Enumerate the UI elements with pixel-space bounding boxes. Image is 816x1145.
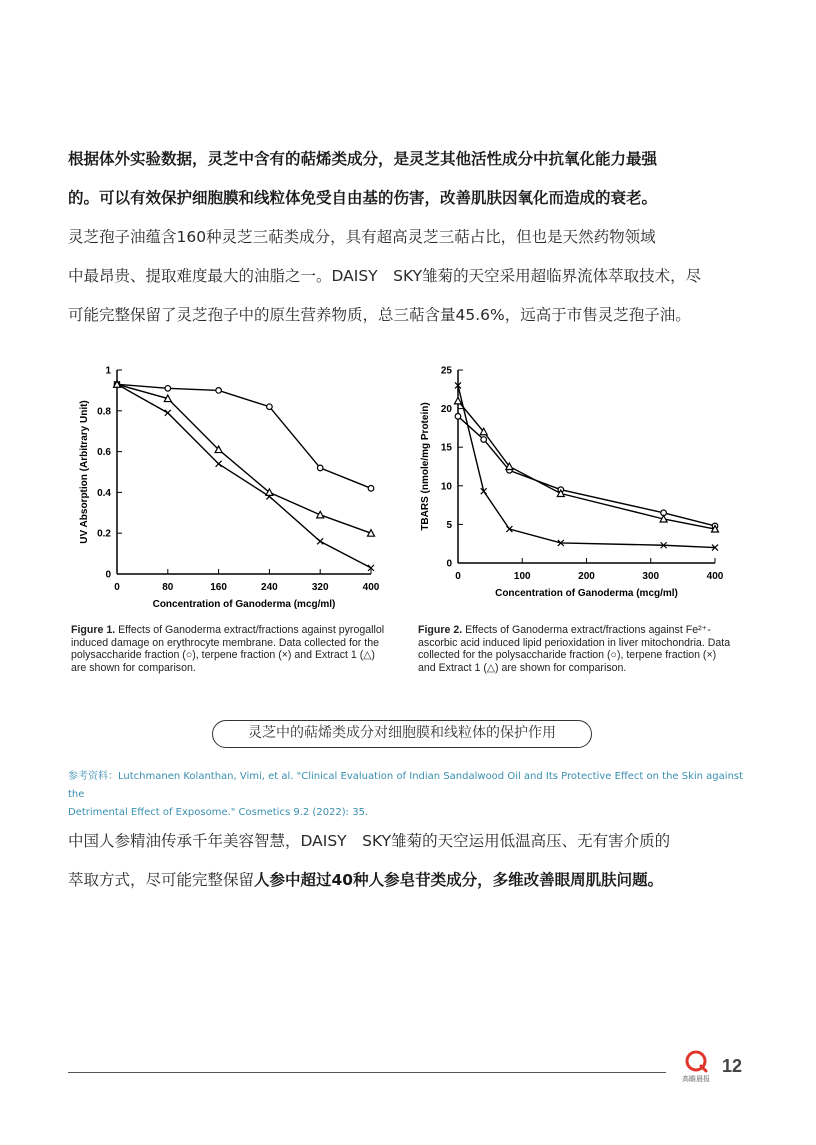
data-point-circle — [216, 388, 222, 394]
data-point-cross — [216, 461, 222, 467]
data-point-cross — [165, 410, 171, 416]
y-tick-label: 0 — [105, 569, 111, 581]
reference-line: Detrimental Effect of Exposome." Cosmetics 9.2 (2022): 35. — [68, 807, 369, 818]
figure-2-plot — [412, 358, 742, 618]
paragraph-line: 中国人参精油传承千年美容智慧，DAISY SKY雏菊的天空运用低温高压、无有害介质的 — [68, 832, 671, 850]
x-tick-label: 0 — [455, 571, 461, 582]
data-point-triangle — [317, 511, 324, 517]
y-tick-label: 0.4 — [97, 487, 111, 499]
x-tick-label: 0 — [114, 582, 120, 593]
logo-icon — [676, 1050, 716, 1084]
figure-1-caption-text: Effects of Ganoderma extract/fractions against pyrogallol induced damage on erythrocyte membrane. Data collected for the polysaccharide fraction (○), terpene fraction (×) and Extract 1 (△) are shown for comparison. — [71, 624, 385, 674]
x-tick-label: 100 — [513, 571, 531, 582]
data-point-cross — [317, 538, 323, 544]
paragraph-text-bold: 人参中超过40种人参皂苷类成分，多维改善眼周肌肤问题。 — [254, 871, 664, 889]
figure-2-caption-text: Effects of Ganoderma extract/fractions against Fe²⁺-ascorbic acid induced lipid perioxidation in liver mitochondria. Data collected for the polysaccharide fraction (○), terpene fraction (×) and Extract 1 (△) are shown for comparison. — [418, 624, 731, 674]
y-tick-label: 5 — [446, 519, 452, 531]
reference-note — [68, 768, 758, 822]
logo-text: 高瞻晨报 — [682, 1076, 710, 1083]
series-line-cross — [117, 384, 371, 568]
y-tick-label: 0 — [446, 558, 452, 570]
x-tick-label: 400 — [706, 571, 724, 582]
paragraph-line: 灵芝孢子油蕴含160种灵芝三萜类成分，具有超高灵芝三萜占比，但也是天然药物领域 — [68, 228, 656, 246]
x-tick-label: 400 — [362, 582, 380, 593]
figure-1-chart — [62, 358, 402, 618]
y-tick-label: 0.8 — [97, 406, 111, 418]
y-axis-label: TBARS (nmole/mg Protein) — [420, 402, 431, 531]
paragraph-line: 根据体外实验数据，灵芝中含有的萜烯类成分，是灵芝其他活性成分中抗氧化能力最强 — [68, 150, 658, 168]
x-tick-label: 320 — [311, 582, 329, 593]
paragraph-ganoderma-antioxidant — [68, 140, 750, 218]
y-tick-label: 1 — [105, 365, 111, 377]
data-point-circle — [317, 465, 323, 471]
series-line-circle — [117, 384, 371, 488]
figure-2-chart — [412, 358, 742, 618]
paragraph-spore-oil — [68, 218, 750, 335]
caption-pill: 灵芝中的萜烯类成分对细胞膜和线粒体的保护作用 — [212, 720, 592, 748]
publisher-logo — [676, 1050, 716, 1084]
x-tick-label: 300 — [642, 571, 660, 582]
data-point-circle — [481, 437, 487, 443]
series-line-cross — [458, 385, 715, 547]
x-tick-label: 200 — [578, 571, 595, 582]
data-point-circle — [368, 486, 374, 492]
x-axis-label: Concentration of Ganoderma (mcg/ml) — [495, 588, 678, 599]
y-axis-label: UV Absorption (Arbitrary Unit) — [79, 400, 90, 544]
data-point-circle — [455, 414, 461, 420]
reference-line: 参考资料：Lutchmanen Kolanthan, Vimi, et al. "Clinical Evaluation of Indian Sandalwood Oil and Its Protective Effect on the Skin against the — [68, 771, 744, 800]
series-line-triangle — [117, 384, 371, 533]
figure-2-caption — [418, 624, 734, 674]
paragraph-line: 可能完整保留了灵芝孢子中的原生营养物质，总三萜含量45.6%，远高于市售灵芝孢子油。 — [68, 306, 691, 324]
figure-1-caption — [71, 624, 387, 674]
y-tick-label: 25 — [440, 365, 452, 377]
data-point-circle — [165, 386, 171, 392]
paragraph-line: 中最昂贵、提取难度最大的油脂之一。DAISY SKY雏菊的天空采用超临界流体萃取技术，尽 — [68, 267, 702, 285]
paragraph-line-mixed — [68, 861, 750, 900]
footer-divider — [68, 1072, 666, 1073]
paragraph-text-regular: 萃取方式，尽可能完整保留 — [68, 871, 255, 889]
data-point-circle — [267, 404, 273, 410]
y-tick-label: 0.6 — [97, 447, 111, 459]
x-tick-label: 80 — [162, 582, 174, 593]
x-tick-label: 240 — [261, 582, 278, 593]
paragraph-line: 的。可以有效保护细胞膜和线粒体免受自由基的伤害，改善肌肤因氧化而造成的衰老。 — [68, 189, 658, 207]
y-tick-label: 10 — [440, 481, 452, 493]
page-number: 12 — [722, 1056, 743, 1076]
paragraph-ginseng-oil — [68, 822, 750, 900]
y-tick-label: 15 — [440, 442, 452, 454]
y-tick-label: 0.2 — [97, 528, 111, 540]
x-tick-label: 160 — [210, 582, 227, 593]
figure-1-label: Figure 1. — [71, 624, 116, 636]
y-tick-label: 20 — [440, 404, 452, 416]
x-axis-label: Concentration of Ganoderma (mcg/ml) — [152, 599, 336, 610]
figure-1-plot — [62, 358, 402, 618]
figure-2-label: Figure 2. — [418, 624, 463, 636]
